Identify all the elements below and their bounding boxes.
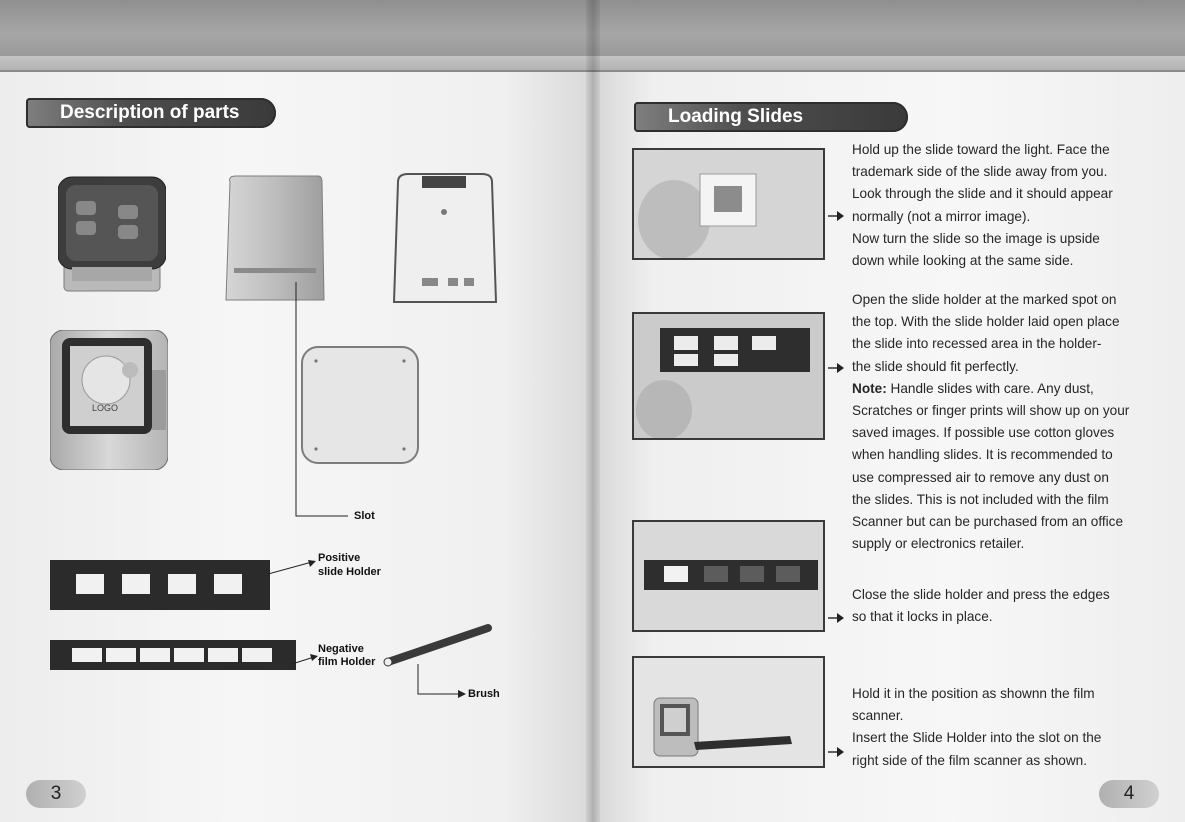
label-negative-holder-line1: Negative (318, 643, 364, 655)
step-2-note-line: supply or electronics retailer. (852, 536, 1025, 552)
step-2-note-line: the slides. This is not included with the film (852, 491, 1109, 507)
slot-leader-line (280, 278, 350, 518)
step-2-note-line: when handling slides. It is recommended to (852, 447, 1113, 463)
positive-slide-holder-illustration (50, 560, 270, 610)
step-1-text (852, 139, 1177, 272)
step-3-text (852, 584, 1177, 628)
step-4-text (852, 683, 1177, 772)
arrow-step-3 (828, 612, 844, 624)
photo-open-holder (632, 312, 825, 440)
arrow-step-4 (828, 746, 844, 758)
photo-open-holder-art (634, 314, 823, 438)
step-1-line: Hold up the slide toward the light. Face the (852, 142, 1110, 157)
page-number-left: 3 (26, 780, 86, 808)
step-1-line: normally (not a mirror image). (852, 208, 1031, 224)
photo-hold-slide (632, 148, 825, 260)
step-2-note-line: Scratches or finger prints will show up on your (852, 403, 1130, 419)
brush-leader-line (414, 664, 468, 700)
scanner-front-illustration (58, 175, 166, 295)
book-spine (586, 0, 600, 822)
header-stripe-right (592, 56, 1185, 72)
left-page (0, 0, 592, 822)
step-1-line: trademark side of the slide away from you. (852, 164, 1108, 180)
photo-insert-holder (632, 656, 825, 768)
label-brush: Brush (468, 688, 500, 700)
label-slot: Slot (354, 510, 375, 522)
step-2-line: the top. With the slide holder laid open place (852, 314, 1120, 330)
right-page (592, 0, 1185, 822)
step-2-line: the slide into recessed area in the holder- (852, 336, 1102, 352)
positive-holder-arrow (268, 558, 318, 578)
photo-hold-slide-art (634, 150, 823, 258)
negative-holder-arrow (292, 652, 320, 668)
label-positive-holder-line1: Positive (318, 552, 361, 564)
scanner-back-illustration (392, 172, 498, 304)
scanner-screen-logo: LOGO (92, 403, 119, 413)
step-1-line: Now turn the slide so the image is upside (852, 230, 1100, 246)
step-2-note-line: saved images. If possible use cotton gloves (852, 425, 1115, 441)
step-2-line: Open the slide holder at the marked spot on (852, 292, 1117, 307)
photo-closed-holder (632, 520, 825, 632)
step-2-note-line: use compressed air to remove any dust on (852, 469, 1109, 485)
note-first-line: Handle slides with care. Any dust, (886, 380, 1094, 396)
photo-closed-holder-art (634, 522, 823, 630)
step-3-line: so that it locks in place. (852, 609, 993, 625)
header-stripe (0, 56, 592, 72)
arrow-step-1 (828, 210, 844, 222)
step-2-note (852, 378, 1177, 400)
step-4-line: Insert the Slide Holder into the slot on the (852, 730, 1102, 746)
scanner-lcd-illustration (50, 330, 168, 470)
header-band-right (592, 0, 1185, 56)
label-negative-holder-line2: film Holder (318, 656, 376, 668)
negative-film-holder-illustration (50, 640, 296, 670)
step-2-text (852, 289, 1177, 555)
arrow-step-2 (828, 362, 844, 374)
page-number-right: 4 (1099, 780, 1159, 808)
brush-illustration (378, 622, 494, 670)
step-2-line: the slide should fit perfectly. (852, 358, 1019, 374)
step-3-line: Close the slide holder and press the edges (852, 587, 1110, 602)
label-positive-holder-line2: slide Holder (318, 566, 381, 578)
step-4-line: scanner. (852, 708, 904, 724)
step-4-line: right side of the film scanner as shown. (852, 752, 1087, 768)
step-2-note-line: Scanner but can be purchased from an office (852, 514, 1124, 530)
note-label: Note: (852, 380, 887, 396)
section-heading-description: Description of parts (26, 98, 276, 128)
step-1-line: Look through the slide and it should appear (852, 186, 1113, 202)
photo-insert-holder-art (634, 658, 823, 766)
header-band (0, 0, 592, 56)
step-1-line: down while looking at the same side. (852, 253, 1074, 269)
section-heading-loading-slides: Loading Slides (634, 102, 908, 132)
step-4-line: Hold it in the position as shownn the film (852, 686, 1095, 701)
